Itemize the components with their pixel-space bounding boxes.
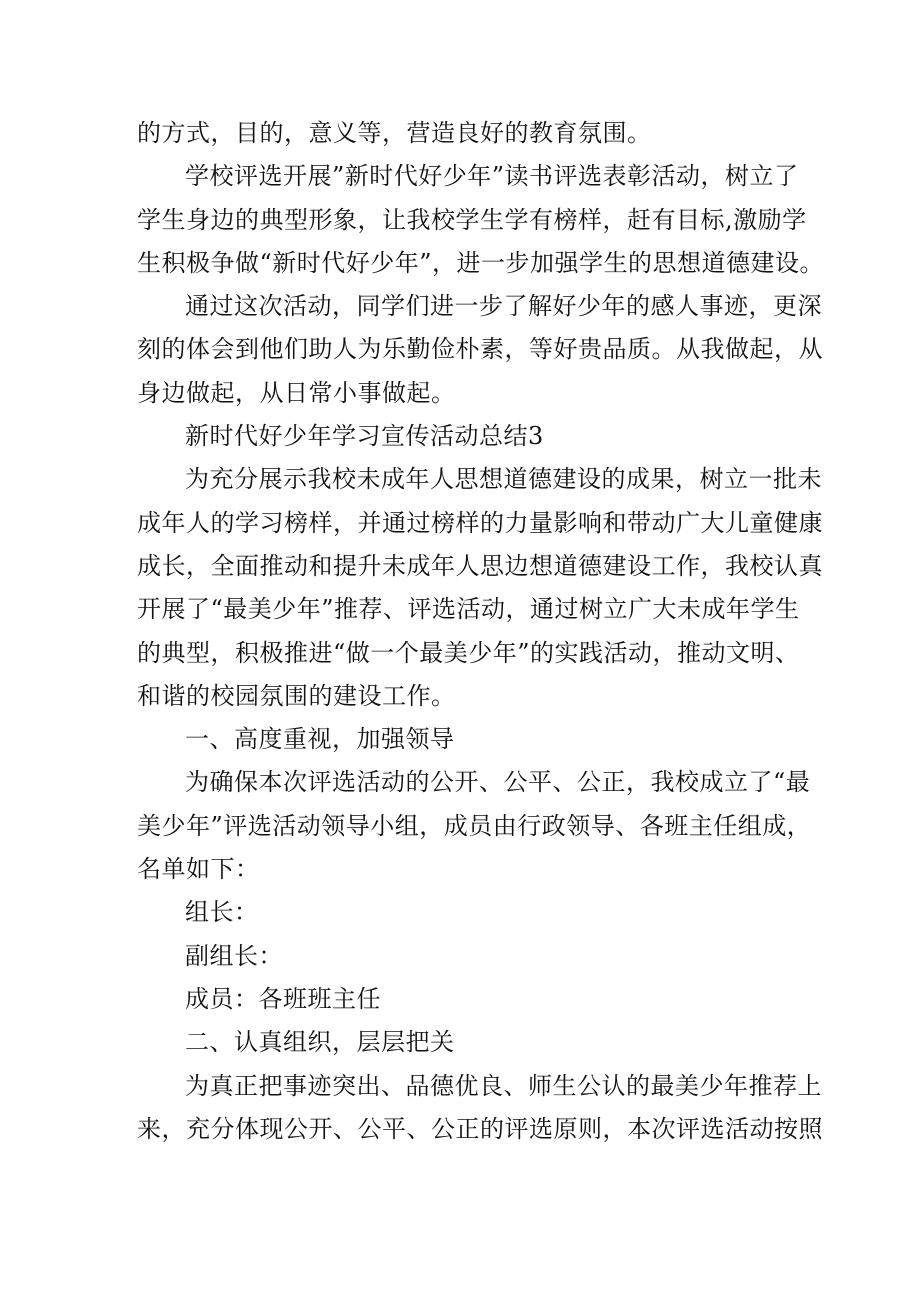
section-title: 新时代好少年学习宣传活动总结3	[185, 422, 544, 451]
text-line: 成年人的学习榜样，并通过榜样的力量影响和带动广大儿童健康	[137, 508, 823, 537]
list-item: 成员：各班班主任	[185, 984, 381, 1013]
text-line: 的典型，积极推进“做一个最美少年”的实践活动，推动文明、	[137, 638, 800, 667]
text-line: 学生身边的典型形象，让我校学生学有榜样，赶有目标,激励学	[137, 205, 807, 234]
text-line: 生积极争做“新时代好少年”，进一步加强学生的思想道德建设。	[137, 248, 825, 277]
section-heading: 一、高度重视，加强领导	[185, 725, 455, 754]
text-line: 成长，全面推动和提升未成年人思边想道德建设工作，我校认真	[137, 551, 823, 580]
text-line: 名单如下：	[137, 855, 260, 884]
document-body	[137, 112, 825, 1151]
list-item: 副组长：	[185, 941, 283, 970]
paragraph-first-line: 为确保本次评选活动的公开、公平、公正，我校成立了“最	[185, 768, 811, 797]
paragraph-first-line: 为真正把事迹突出、品德优良、师生公认的最美少年推荐上	[185, 1071, 822, 1100]
paragraph-first-line: 为充分展示我校未成年人思想道德建设的成果，树立一批未	[185, 465, 822, 494]
text-line: 的方式，目的，意义等，营造良好的教育氛围。	[137, 119, 652, 147]
paragraph-first-line: 学校评选开展”新时代好少年”读书评选表彰活动，树立了	[185, 162, 799, 191]
text-line: 开展了“最美少年”推荐、评选活动，通过树立广大未成年学生	[137, 595, 800, 624]
text-line: 和谐的校园氛围的建设工作。	[137, 681, 456, 710]
paragraph-first-line: 通过这次活动，同学们进一步了解好少年的感人事迹，更深	[185, 292, 822, 321]
text-line: 来，充分体现公开、公平、公正的评选原则，本次评选活动按照	[137, 1114, 823, 1143]
section-heading: 二、认真组织，层层把关	[185, 1028, 455, 1057]
text-line: 美少年”评选活动领导小组，成员由行政领导、各班主任组成，	[137, 811, 812, 840]
text-line: 刻的体会到他们助人为乐勤俭朴素，等好贵品质。从我做起，从	[137, 335, 823, 364]
text-line: 身边做起，从日常小事做起。	[137, 378, 456, 407]
list-item: 组长：	[185, 898, 259, 927]
